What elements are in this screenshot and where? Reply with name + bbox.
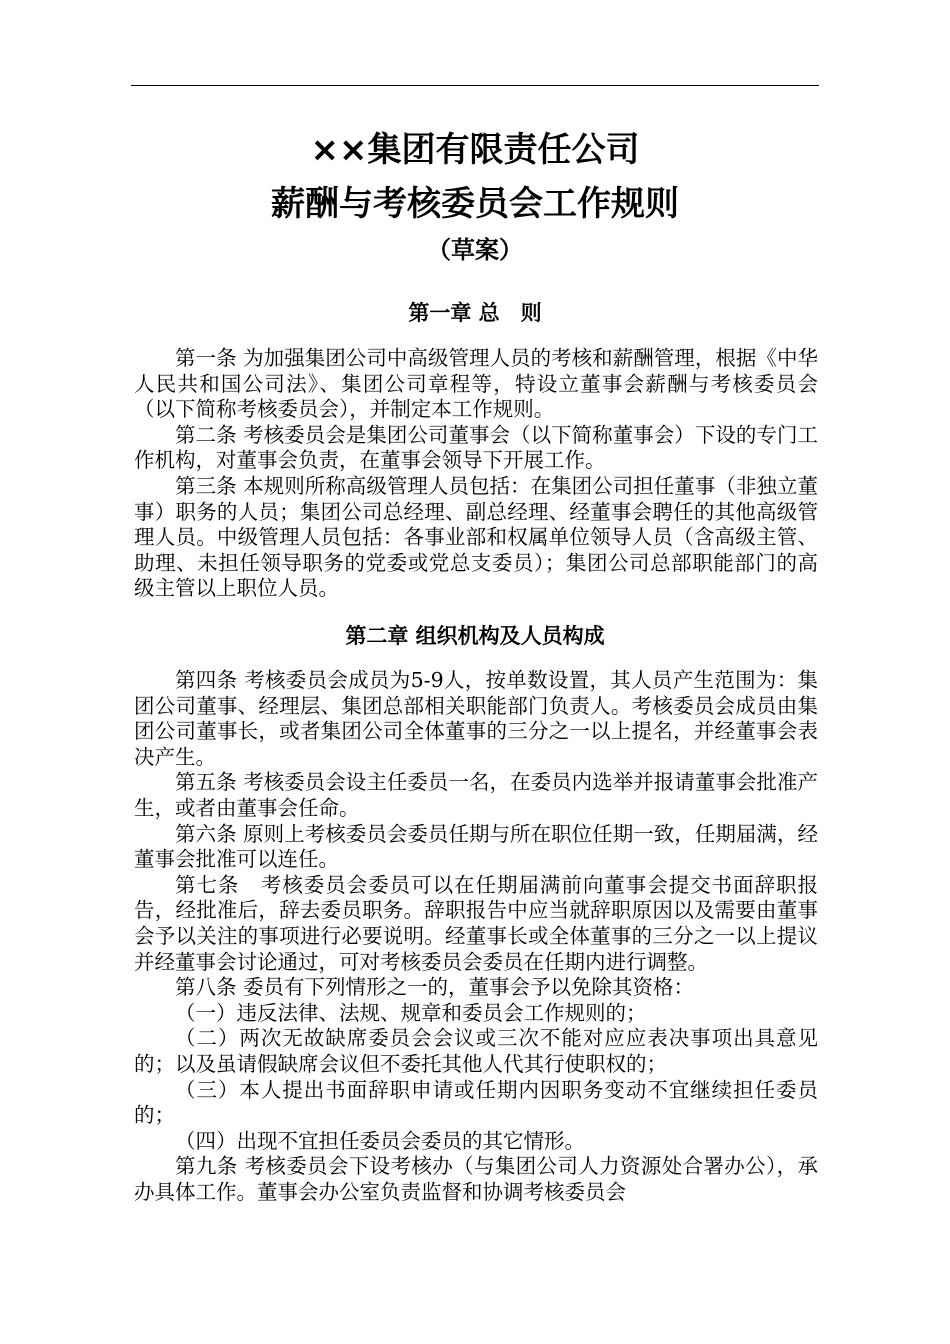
header-rule [131,85,819,86]
article-8-item-3: （三）本人提出书面辞职申请或任期内因职务变动不宜继续担任委员的； [134,1077,818,1128]
article-4: 第四条 考核委员会成员为5-9人，按单数设置，其人员产生范围为：集团公司董事、经理层、集团总部相关职能部门负责人。考核委员会成员由集团公司董事长，或者集团公司全体董事的三分之一以上提名，并经董事会表决产生。 [134,668,818,769]
article-6: 第六条 原则上考核委员会委员任期与所在职位任期一致，任期届满，经董事会批准可以连任。 [134,821,818,872]
article-8-item-4: （四）出现不宜担任委员会委员的其它情形。 [175,1128,585,1153]
article-8-item-1: （一）违反法律、法规、规章和委员会工作规则的； [175,1000,647,1025]
chapter-1-heading: 第一章 总 则 [408,301,542,325]
document-title-company: ××集团有限责任公司 [310,130,640,170]
chapter-1-body [134,346,818,602]
chapter-2-body [134,668,818,1205]
article-1: 第一条 为加强集团公司中高级管理人员的考核和薪酬管理，根据《中华人民共和国公司法》、集团公司章程等，特设立董事会薪酬与考核委员会（以下简称考核委员会），并制定本工作规则。 [134,346,818,422]
article-5: 第五条 考核委员会设主任委员一名，在委员内选举并报请董事会批准产生，或者由董事会任命。 [134,770,818,820]
chapter-2-heading: 第二章 组织机构及人员构成 [345,624,605,648]
article-9: 第九条 考核委员会下设考核办（与集团公司人力资源处合署办公），承办具体工作。董事会办公室负责监督和协调考核委员会 [134,1154,818,1204]
article-3: 第三条 本规则所称高级管理人员包括：在集团公司担任董事（非独立董事）职务的人员；集团公司总经理、副总经理、经董事会聘任的其他高级管理人员。中级管理人员包括：各事业部和权属单位领导人员（含高级主管、助理、未担任领导职务的党委或党总支委员）；集团公司总部职能部门的高级主管以上职位人员。 [134,473,818,601]
article-8-item-2: （二）两次无故缺席委员会会议或三次不能对应应表决事项出具意见的；以及虽请假缺席会议但不委托其他人代其行使职权的； [134,1026,818,1076]
article-8: 第八条 委员有下列情形之一的，董事会予以免除其资格： [175,975,695,1000]
document-draft-label: （草案） [427,236,523,264]
article-2: 第二条 考核委员会是集团公司董事会（以下简称董事会）下设的专门工作机构，对董事会负责，在董事会领导下开展工作。 [134,422,818,473]
document-title-rules: 薪酬与考核委员会工作规则 [271,184,679,224]
article-7: 第七条 考核委员会委员可以在任期届满前向董事会提交书面辞职报告，经批准后，辞去委员职务。辞职报告中应当就辞职原因以及需要由董事会予以关注的事项进行必要说明。经董事长或全体董事的三分之一以上提议并经董事会讨论通过，可对考核委员会委员在任期内进行调整。 [134,872,818,974]
